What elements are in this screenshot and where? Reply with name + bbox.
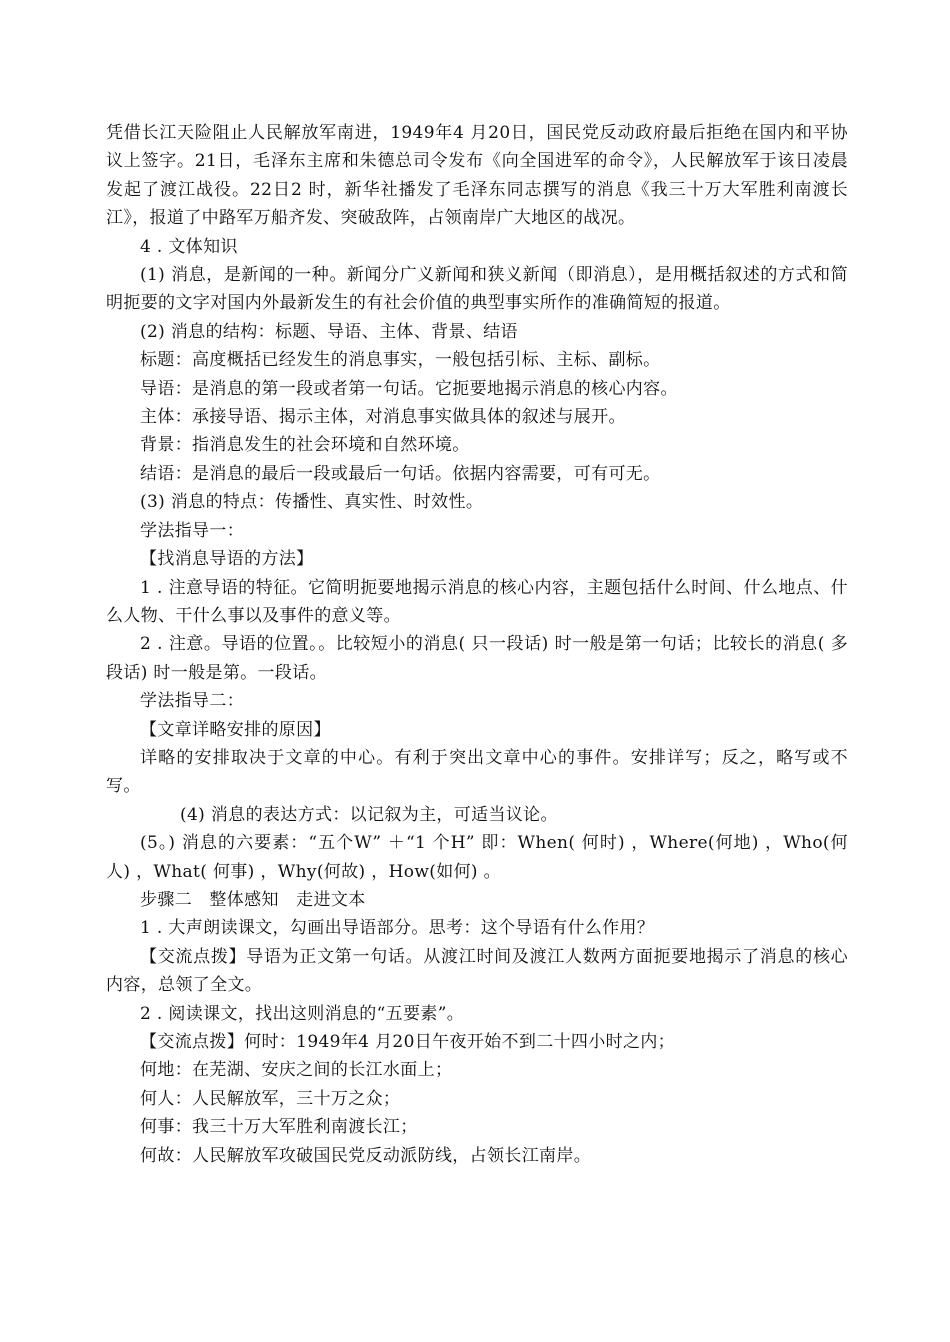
genre-structure-paragraph: (2) 消息的结构：标题、导语、主体、背景、结语 <box>140 321 518 342</box>
genre-six-elements-paragraph: (5。) 消息的六要素：“五个W” ＋“1 个H” 即：When( 何时) ，Where(何地) ，Who(何人) ，What( 何事) ，Why(何故) ，How(如何) 。 <box>106 833 848 882</box>
answer-1: 【交流点拨】导语为正文第一句话。从渡江时间及渡江人数两方面扼要地揭示了消息的核心内容，总领了全文。 <box>106 946 848 996</box>
intro-paragraph: 凭借长江天险阻止人民解放军南进，1949年4 月20日，国民党反动政府最后拒绝在国内和平协议上签字。21日，毛泽东主席和朱德总司令发布《向全国进军的命令》，人民解放军于该日凌晨发起了渡江战役。22日2 时，新华社播发了毛泽东同志撰写的消息《我三十万大军胜利南渡长江》，报道了中路军万船齐发、突破敌阵，占领南岸广大地区的战况。 <box>106 123 848 229</box>
answer-2-when: 【交流点拨】何时：1949年4 月20日午夜开始不到二十四小时之内； <box>140 1032 676 1052</box>
study-guide-one-title: 【找消息导语的方法】 <box>140 549 314 570</box>
structure-lead-line: 导语：是消息的第一段或者第一句话。它扼要地揭示消息的核心内容。 <box>140 378 678 399</box>
answer-2-what: 何事：我三十万大军胜利南渡长江； <box>140 1117 418 1138</box>
question-1: 1 . 大声朗读课文，勾画出导语部分。思考：这个导语有什么作用？ <box>140 918 655 939</box>
structure-background-line: 背景：指消息发生的社会环境和自然环境。 <box>140 435 470 456</box>
genre-definition-paragraph: (1) 消息，是新闻的一种。新闻分广义新闻和狭义新闻（即消息），是用概括叙述的方式和简明扼要的文字对国内外最新发生的有社会价值的典型事实所作的准确简短的报道。 <box>106 265 848 314</box>
section-heading-genre: 4 . 文体知识 <box>140 236 238 257</box>
study-guide-two-body: 详略的安排取决于文章的中心。有利于突出文章中心的事件。安排详写；反之，略写或不写。 <box>106 747 848 797</box>
structure-ending-line: 结语：是消息的最后一段或最后一句话。依据内容需要，可有可无。 <box>140 463 661 484</box>
study-guide-one-label: 学法指导一： <box>140 520 245 541</box>
document-body <box>106 119 848 1170</box>
study-guide-one-item-1: 1 . 注意导语的特征。它简明扼要地揭示消息的核心内容，主题包括什么时间、什么地点、什么人物、干什么事以及事件的意义等。 <box>106 577 848 626</box>
structure-body-line: 主体：承接导语、揭示主体，对消息事实做具体的叙述与展开。 <box>140 407 626 428</box>
structure-title-line: 标题：高度概括已经发生的消息事实，一般包括引标、主标、副标。 <box>140 350 661 371</box>
study-guide-one-item-2: 2 . 注意。导语的位置。。比较短小的消息( 只一段话) 时一般是第一句话；比较长的消息( 多段话) 时一般是第。一段话。 <box>106 634 848 683</box>
step-two-heading: 步骤二 整体感知 走进文本 <box>140 889 366 910</box>
answer-2-why: 何故：人民解放军攻破国民党反动派防线，占领长江南岸。 <box>140 1145 592 1166</box>
question-2: 2 . 阅读课文，找出这则消息的“五要素”。 <box>140 1003 465 1024</box>
answer-2-who: 何人：人民解放军，三十万之众； <box>140 1088 401 1109</box>
genre-expression-paragraph: (4) 消息的表达方式：以记叙为主，可适当议论。 <box>180 804 558 825</box>
study-guide-two-label: 学法指导二： <box>140 691 245 712</box>
study-guide-two-title: 【文章详略安排的原因】 <box>140 719 331 740</box>
genre-features-paragraph: (3) 消息的特点：传播性、真实性、时效性。 <box>140 492 484 513</box>
answer-2-where: 何地：在芜湖、安庆之间的长江水面上； <box>140 1060 453 1081</box>
